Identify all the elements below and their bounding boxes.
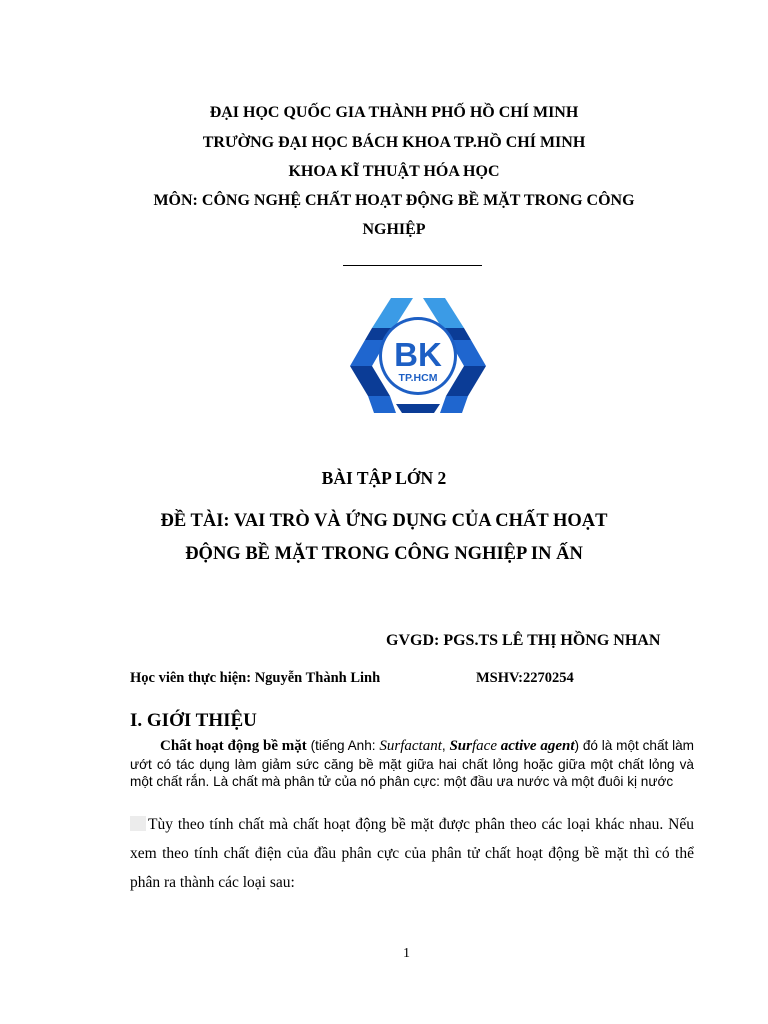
header-faculty: KHOA KĨ THUẬT HÓA HỌC — [288, 163, 500, 180]
student-name: Học viên thực hiện: Nguyễn Thành Linh — [130, 670, 381, 686]
topic-line-1: ĐỀ TÀI: VAI TRÒ VÀ ỨNG DỤNG CỦA CHẤT HOẠT — [160, 511, 608, 531]
header-divider — [343, 265, 482, 266]
bk-logo — [350, 296, 486, 415]
intro-term: Chất hoạt động bề mặt — [160, 738, 307, 754]
student-id: MSHV:2270254 — [476, 670, 574, 686]
header-course-cont: NGHIỆP — [362, 221, 426, 238]
section-heading: I. GIỚI THIỆU — [130, 710, 257, 731]
topic-line-2: ĐỘNG BỀ MẶT TRONG CÔNG NGHIỆP IN ẤN — [185, 544, 583, 564]
assignment-title: BÀI TẬP LỚN 2 — [321, 468, 447, 488]
instructor: GVGD: PGS.TS LÊ THỊ HỒNG NHAN — [386, 632, 661, 649]
logo-text-main: BK — [394, 336, 442, 373]
header-university: ĐẠI HỌC QUỐC GIA THÀNH PHỐ HỒ CHÍ MINH — [209, 104, 579, 121]
header-course: MÔN: CÔNG NGHỆ CHẤT HOẠT ĐỘNG BỀ MẶT TRONG CÔNG — [153, 192, 635, 209]
intro-paragraph: Chất hoạt động bề mặt (tiếng Anh: Surfactant, Surface active agent) đó là một chất làm ướt có tác dụng làm giảm sức căng bề mặt giữa hai chất lỏng hoặc giữa một chất lỏng và một chất rắn. Là chất mà phân tử của nó phân cực: một đầu ưa nước và một đuôi kị nước — [130, 738, 695, 789]
indent-marker — [130, 816, 146, 831]
page-number: 1 — [403, 946, 410, 961]
header-school: TRƯỜNG ĐẠI HỌC BÁCH KHOA TP.HỒ CHÍ MINH — [202, 134, 586, 151]
classification-paragraph: Tùy theo tính chất mà chất hoạt động bề mặt được phân theo các loại khác nhau. Nếu xem theo tính chất điện của đầu phân cực của phân tử chất hoạt động bề mặt thì có thể phân ra thành các loại sau: — [130, 816, 694, 891]
logo-text-sub: TP.HCM — [398, 372, 438, 384]
